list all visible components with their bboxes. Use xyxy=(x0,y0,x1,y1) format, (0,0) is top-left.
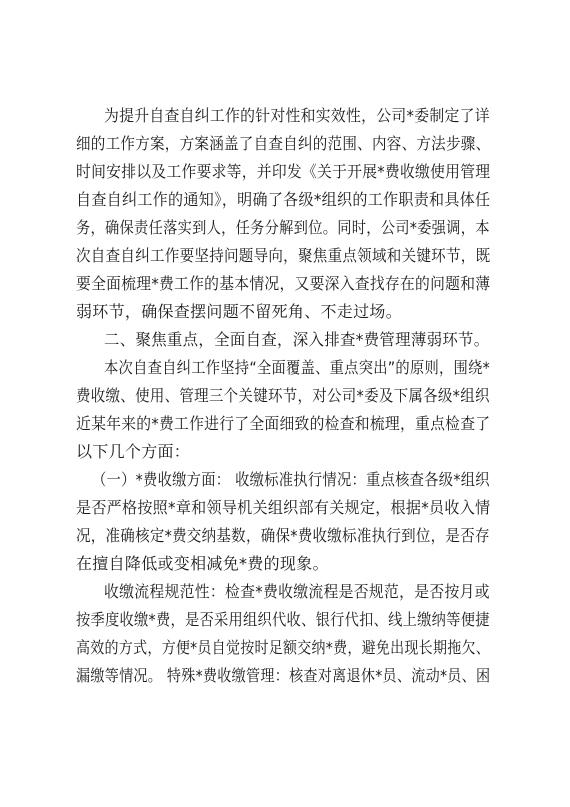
paragraph-line: 在擅自降低或变相减免*费的现象。 xyxy=(76,554,329,573)
paragraph-line: 次自查自纠工作要坚持问题导向，聚焦重点领域和关键环节，既 xyxy=(76,246,491,265)
paragraph-line: 收缴流程规范性：检查*费收缴流程是否规范，是否按月或 xyxy=(104,582,490,601)
paragraph-line: 以下几个方面： xyxy=(76,442,191,461)
section-heading: 二、聚焦重点，全面自查，深入排查*费管理薄弱环节。 xyxy=(104,330,490,349)
paragraph-line: 弱环节，确保查摆问题不留死角、不走过场。 xyxy=(76,302,403,321)
paragraph-line: 况，准确核定*费交纳基数，确保*费收缴标准执行到位，是否存 xyxy=(76,526,490,545)
paragraph-line: 务，确保责任落实到人，任务分解到位。同时，公司*委强调，本 xyxy=(76,218,490,237)
paragraph-line: 时间安排以及工作要求等，并印发《关于开展*费收缴使用管理 xyxy=(76,162,491,181)
paragraph-line: 近某年来的*费工作进行了全面细致的检查和梳理，重点检查了 xyxy=(76,414,491,433)
paragraph-line: 要全面梳理*费工作的基本情况，又要深入查找存在的问题和薄 xyxy=(76,274,491,293)
paragraph-line: 按季度收缴*费，是否采用组织代收、银行代扣、线上缴纳等便捷 xyxy=(76,610,490,629)
paragraph-line: 本次自查自纠工作坚持“全面覆盖、重点突出”的原则，围绕* xyxy=(104,358,491,377)
paragraph-line: 费收缴、使用、管理三个关键环节，对公司*委及下属各级*组织 xyxy=(76,386,490,405)
paragraph-line: 漏缴等情况。 特殊*费收缴管理：核查对离退休*员、流动*员、困 xyxy=(76,666,491,685)
paragraph-line: 为提升自查自纠工作的针对性和实效性，公司*委制定了详 xyxy=(104,106,490,125)
paragraph-line: 自查自纠工作的通知》，明确了各级*组织的工作职责和具体任 xyxy=(76,190,491,209)
paragraph-line: 是否严格按照*章和领导机关组织部有关规定，根据*员收入情 xyxy=(76,498,491,517)
paragraph-line: 高效的方式，方便*员自觉按时足额交纳*费，避免出现长期拖欠、 xyxy=(76,638,491,657)
subsection-line: （一）*费收缴方面： 收缴标准执行情况：重点核查各级*组织 xyxy=(92,470,490,489)
paragraph-line: 细的工作方案，方案涵盖了自查自纠的范围、内容、方法步骤、 xyxy=(76,134,491,153)
